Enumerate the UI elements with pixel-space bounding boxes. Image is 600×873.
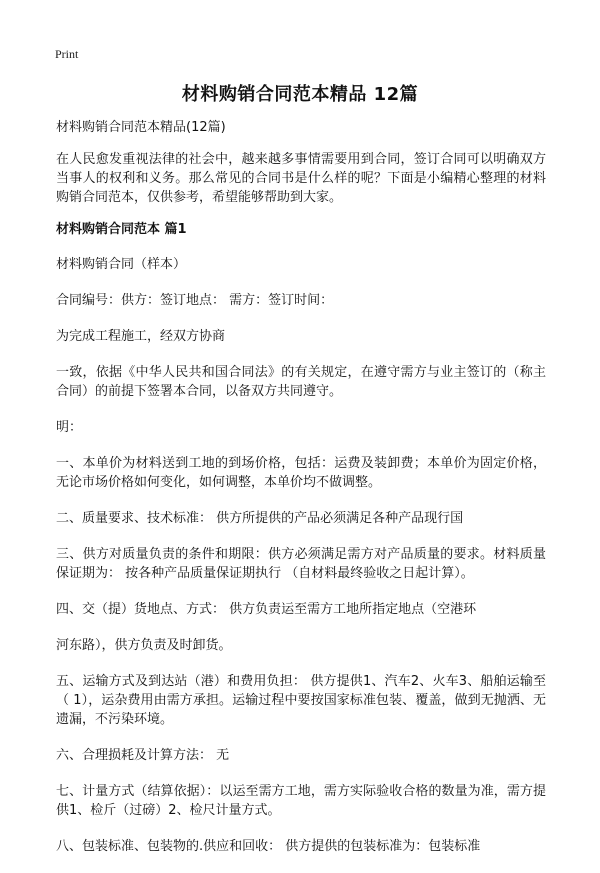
print-label: Print bbox=[55, 47, 79, 61]
clause-7-measurement: 七、计量方式（结算依据）：以运至需方工地，需方实际验收合格的数量为准，需方提供1、检斤（过磅）2、检尺计量方式。 bbox=[56, 784, 546, 818]
clause-2-quality: 二、质量要求、技术标准： 供方所提供的产品必须满足各种产品现行国 bbox=[56, 511, 464, 526]
document-body bbox=[56, 118, 546, 873]
clause-1-price: 一、本单价为材料送到工地的到场价格，包括：运费及装卸费；本单价为固定价格，无论市场价格如何变化，如何调整，本单价均不做调整。 bbox=[56, 456, 546, 490]
paragraph-agreement: 一致，依据《中华人民共和国合同法》的有关规定，在遵守需方与业主签订的（称主合同）的前提下签署本合同，以备双方共同遵守。 bbox=[56, 365, 546, 399]
contract-sample-title: 材料购销合同（样本） bbox=[56, 257, 187, 272]
paragraph-negotiation: 为完成工程施工，经双方协商 bbox=[56, 329, 226, 344]
clause-4-delivery: 四、交（提）货地点、方式： 供方负责运至需方工地所指定地点（空港环 bbox=[56, 602, 477, 617]
intro-paragraph: 在人民愈发重视法律的社会中，越来越多事情需要用到合同，签订合同可以明确双方当事人的权利和义务。那么常见的合同书是什么样的呢？下面是小编精心整理的材料购销合同范本，仅供参考，希望能够帮助到大家。 bbox=[56, 152, 546, 205]
document-title: 材料购销合同范本精品 12篇 bbox=[181, 84, 419, 105]
clause-4-delivery-continued: 河东路），供方负责及时卸货。 bbox=[56, 638, 232, 653]
document-subtitle: 材料购销合同范本精品(12篇) bbox=[56, 120, 226, 135]
clause-5-transport: 五、运输方式及到达站（港）和费用负担： 供方提供1、汽车2、火车3、船舶运输至 （ 1），运杂费用由需方承担。运输过程中要按国家标准包装、覆盖，做到无抛洒、无遗漏，不污染环境。 bbox=[56, 674, 546, 727]
paragraph-explanation: 明： bbox=[56, 420, 83, 435]
clause-3-warranty: 三、供方对质量负责的条件和期限：供方必须满足需方对产品质量的要求。材料质量保证期为： 按各种产品质量保证期执行 （自材料最终验收之日起计算）。 bbox=[56, 547, 546, 581]
section-heading: 材料购销合同范本 篇1 bbox=[56, 222, 187, 237]
clause-8-packaging: 八、包装标准、包装物的.供应和回收： 供方提供的包装标准为：包装标准 bbox=[56, 839, 481, 854]
contract-info-line: 合同编号：供方：签订地点： 需方：签订时间： bbox=[56, 293, 334, 308]
clause-6-loss: 六、合理损耗及计算方法： 无 bbox=[56, 748, 230, 763]
